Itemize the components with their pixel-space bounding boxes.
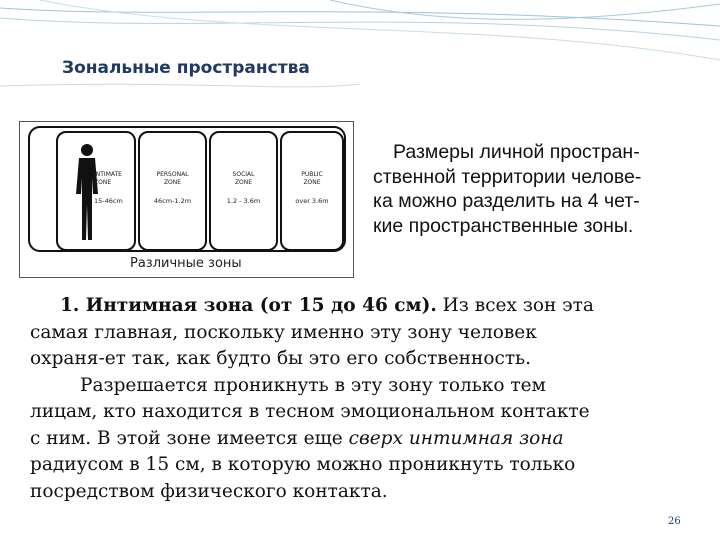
side-line-2: ственной территории челове- — [373, 165, 642, 188]
zone-personal — [138, 131, 207, 251]
page-number: 26 — [668, 516, 681, 527]
body-line-8: посредством физического контакта. — [30, 480, 388, 502]
body-line-4: Разрешается проникнуть в эту зону только тем — [80, 374, 546, 396]
side-line-3: ка можно разделить на 4 чет- — [373, 190, 640, 212]
body-line-5: лицам, кто находится в тесном эмоциональном контакте — [30, 401, 590, 422]
page-title: Зональные пространства — [62, 58, 310, 78]
side-line-4: кие пространственные зоны. — [373, 214, 634, 237]
body-line-2: самая главная, поскольку именно эту зону человек — [30, 321, 537, 343]
zone-social — [209, 131, 278, 251]
zone-personal-range: 46cm-1.2m — [153, 197, 192, 205]
zone-social-name: SOCIAL ZONE — [232, 171, 255, 186]
side-line-1: Размеры личной простран- — [393, 141, 640, 163]
zone-social-range: 1.2 - 3.6m — [226, 197, 261, 205]
decorative-swirl — [0, 0, 720, 110]
zone-public — [280, 131, 344, 251]
zone-public-range: over 3.6m — [295, 197, 329, 205]
zone-intimate-name: INTIMATE ZONE — [94, 171, 122, 186]
zone-intimate — [56, 131, 136, 251]
body-line-6: с ним. В этой зоне имеется еще сверх интимная зона — [30, 427, 564, 449]
zone-personal-name: PERSONAL ZONE — [156, 171, 189, 186]
zone-public-name: PUBLIC ZONE — [301, 171, 323, 186]
super-intimate-zone-term: сверх интимная зона — [348, 427, 564, 449]
body-line-7: радиусом в 15 см, в которую можно проникнуть только — [30, 454, 576, 475]
zone-intimate-range: 15-46cm — [94, 197, 123, 205]
zones-figure — [19, 121, 354, 278]
body-line-1: 1. Интимная зона (от 15 до 46 см). Из всех зон эта — [60, 295, 594, 316]
intimate-zone-heading: 1. Интимная зона (от 15 до 46 см). — [60, 295, 437, 316]
zones-caption: Различные зоны — [130, 256, 242, 271]
zones-frame — [28, 126, 346, 252]
side-paragraph — [365, 140, 710, 238]
body-line-3: охраня-ет так, как будто бы это его собственность. — [30, 348, 532, 369]
body-paragraph — [30, 293, 720, 505]
